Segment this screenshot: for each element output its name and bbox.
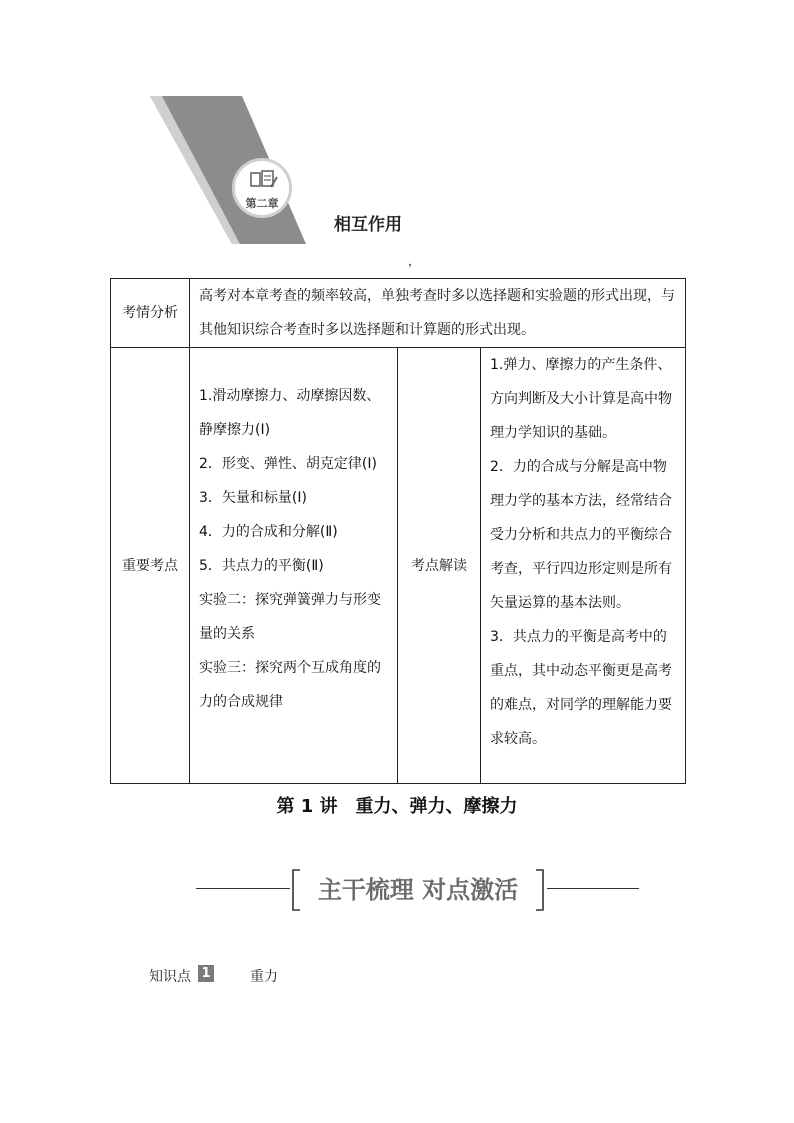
exam-analysis-text: 高考对本章考查的频率较高，单独考查时多以选择题和实验题的形式出现，与其他知识综合考查时多以选择题和计算题的形式出现。	[190, 279, 686, 348]
key-points-label: 重要考点	[111, 348, 190, 784]
lecture-title: 第 1 讲 重力、弹力、摩擦力	[276, 796, 518, 817]
notes-icon	[249, 169, 279, 191]
divider	[196, 888, 290, 889]
list-item: 5．共点力的平衡(Ⅱ)	[199, 558, 324, 574]
table-row	[111, 348, 686, 784]
chapter-badge	[232, 158, 292, 218]
list-item: 1.弹力、摩擦力的产生条件、方向判断及大小计算是高中物理力学知识的基础。	[490, 357, 672, 441]
chapter-title: 相互作用	[334, 215, 402, 235]
list-item: 4．力的合成和分解(Ⅱ)	[199, 524, 338, 540]
interpretation-label: 考点解读	[398, 348, 481, 784]
interpretation-list	[481, 348, 686, 784]
divider	[547, 888, 639, 889]
knowledge-point-title: 重力	[250, 969, 278, 985]
chapter-number: 第二章	[245, 197, 279, 210]
section-heading: 主干梳理 对点激活	[317, 875, 519, 904]
exam-analysis-label: 考情分析	[111, 279, 190, 348]
list-item: 3．共点力的平衡是高考中的重点，其中动态平衡更是高考的难点，对同学的理解能力要求较高。	[490, 629, 672, 747]
knowledge-point-label: 知识点	[149, 969, 191, 985]
knowledge-point-number: 1	[198, 965, 214, 982]
stray-mark: ，	[408, 254, 421, 268]
list-item: 实验三：探究两个互成角度的力的合成规律	[199, 660, 381, 710]
key-points-list	[190, 348, 398, 784]
table-row	[111, 279, 686, 348]
list-item: 实验二：探究弹簧弹力与形变量的关系	[199, 592, 381, 642]
list-item: 1.滑动摩擦力、动摩擦因数、静摩擦力(Ⅰ)	[199, 388, 381, 438]
list-item: 2．形变、弹性、胡克定律(Ⅰ)	[199, 456, 377, 472]
chapter-overview-table	[110, 278, 686, 784]
list-item: 3．矢量和标量(Ⅰ)	[199, 490, 307, 506]
list-item: 2．力的合成与分解是高中物理力学的基本方法，经常结合受力分析和共点力的平衡综合考查，平行四边形定则是所有矢量运算的基本法则。	[490, 459, 672, 611]
